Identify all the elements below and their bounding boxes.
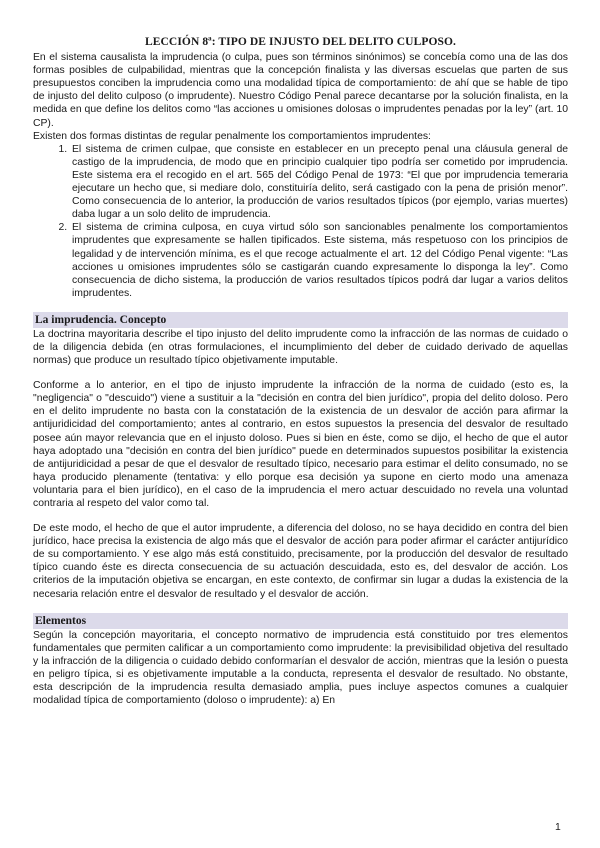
elementos-paragraph-1: Según la concepción mayoritaria, el concepto normativo de imprudencia está constituido por tres elementos fundamentales que permiten calificar a un comportamiento como imprudente: la previsibilidad objetiva del resultado y la infracción de la diligencia o cuidado debido conformarían el desvalor de acción, mientras que la lesión o puesta en peligro típica, si es objetivamente imputable a la conducta, representa el desvalor de resultado. No obstante, esta descripción de la imprudencia resulta demasiado amplia, pues incluye aspectos comunes a cualquier modalidad típica de comportamiento (doloso o imprudente): a) En [33,629,568,707]
list-item: 1. El sistema de crimen culpae, que consiste en establecer en un precepto penal una cláusula general de castigo de la imprudencia, de modo que en principio cualquier tipo podría ser cometido por imprudencia. Este sistema era el recogido en el art. 565 del Código Penal de 1973: “El que por imprudencia temeraria ejecutare un hecho que, si mediare dolo, constituiría delito, será castigado con la pena de prisión menor”. Como consecuencia de lo anterior, la producción de varios resultados típicos (por ejemplo, varias muertes) daba lugar a un solo delito de imprudencia. [70,143,568,222]
lesson-title: LECCIÓN 8ª: TIPO DE INJUSTO DEL DELITO CULPOSO. [144,36,457,48]
concepto-paragraph-3: De este modo, el hecho de que el autor imprudente, a diferencia del doloso, no se haya decidido en contra del bien jurídico, hace precisa la existencia de algo más que el desvalor de acción para poder afirmar el carácter antijurídico de su comportamiento. Y ese algo más está constituido, precisamente, por la producción del desvalor de resultado típico cuando éste es directa consecuencia de su actuación descuidada, esto es, del desvalor de acción. Los criterios de la imputación objetiva se encargan, en este contexto, de confirmar sin lugar a dudas la existencia de la necesaria relación entre el desvalor de resultado y el desvalor de acción. [33,523,568,600]
section-heading-elementos: Elementos [33,613,568,629]
concepto-paragraph-1: La doctrina mayoritaria describe el tipo injusto del delito imprudente como la infracción de las normas de cuidado o de la diligencia debida (en otras formulaciones, el incumplimiento del deber de cuidado derivado de aquellas normas) que produce un resultado típico objetivamente imputable. [33,328,568,367]
intro-paragraph-2: Existen dos formas distintas de regular penalmente los comportamientos imprudentes: [33,130,431,142]
list-item: 2. El sistema de crimina culposa, en cuya virtud sólo son sancionables penalmente los comportamientos imprudentes que expresamente se hallen tipificados. Este sistema, más respetuoso con los principios de legalidad y de intervención mínima, es el que recoge actualmente el art. 12 del Código Penal vigente: “Las acciones u omisiones imprudentes sólo se castigarán cuando expresamente lo disponga la ley”. Como consecuencia de dicho sistema, la producción de varios resultados típicos podrá dar lugar a varios delitos imprudentes. [70,221,568,300]
section-heading-concepto: La imprudencia. Concepto [33,312,568,328]
page-number: 1 [555,822,561,833]
regulation-systems-list [33,143,568,300]
concepto-paragraph-2: Conforme a lo anterior, en el tipo de injusto imprudente la infracción de la norma de cuidado (esto es, la "negligencia" o "descuido") viene a sustituir a la "decisión en contra del bien jurídico", propia del delito doloso. Pero en el delito imprudente no basta con la constatación de la existencia de un desvalor de acción para afirmar la antijuridicidad del comportamiento; antes al contrario, en estos supuestos la presencia del desvalor de resultado posee aún mayor relevancia que en el injusto doloso. Pues si bien en éste, como se dijo, el hecho de que el autor haya adoptado una "decisión en contra del bien jurídico" puede en determinados supuestos posibilitar la existencia de antijuridicidad a pesar de que el desvalor de resultado típico, necesario para estimar el delito consumado, no se haya producido plenamente (tentativa: y ello porque esa decisión ya supone en cierto modo una amenaza voluntaria para el bien jurídico), en el caso de la imprudencia el mero actuar descuidado no revela una voluntad contraria al respeto del valor como tal. [33,380,568,509]
document-page [33,36,568,707]
intro-paragraph-1: En el sistema causalista la imprudencia (o culpa, pues son términos sinónimos) se concebía como una de las dos formas posibles de culpabilidad, mientras que la concepción finalista y las diversas escuelas que parten de sus presupuestos conciben la imprudencia como una modalidad típica de comportamiento: de ahí que se hable de tipo de injusto del delito culposo (o imprudente). Nuestro Código Penal parece decantarse por la solución finalista, en la medida en que define los delitos como “las acciones u omisiones dolosas o imprudentes penadas por la ley” (art. 10 CP). [33,52,568,129]
